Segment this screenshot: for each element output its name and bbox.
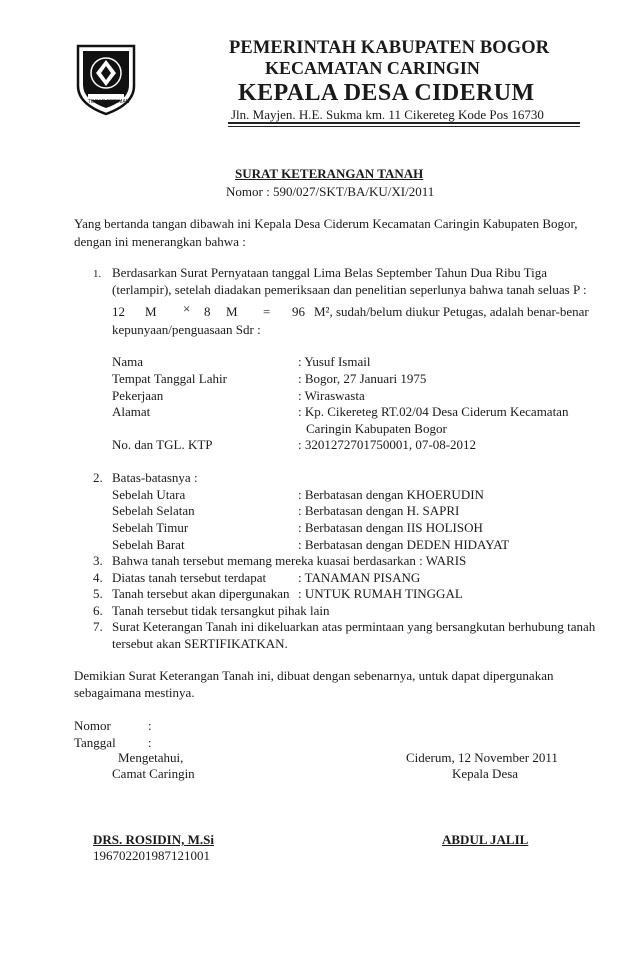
item-1-line-1: Berdasarkan Surat Pernyataan tanggal Lima Belas September Tahun Dua Ribu Tiga (112, 265, 547, 280)
tanggal-label: Tanggal (74, 735, 116, 750)
item-1-line-4: kepunyaan/penguasaan Sdr : (112, 322, 261, 337)
identity-value: : Kp. Cikereteg RT.02/04 Desa Ciderum Kecamatan (298, 404, 569, 419)
header-rule-thin (228, 126, 580, 127)
document-number: Nomor : 590/027/SKT/BA/KU/XI/2011 (226, 184, 435, 199)
item-value: : TANAMAN PISANG (298, 570, 421, 585)
size-equals: = (263, 304, 271, 319)
nomor-label: Nomor (74, 718, 111, 733)
size-unit-1: M (145, 304, 157, 319)
sign-left-nip: 196702201987121001 (93, 848, 210, 863)
item-2-number: 2. (93, 470, 103, 485)
sign-right-title: Kepala Desa (452, 766, 519, 781)
item-value: : UNTUK RUMAH TINGGAL (298, 586, 463, 601)
logo-caption: TEGAR BERIMAN (88, 99, 130, 105)
tanggal-colon: : (148, 735, 152, 750)
sign-left-name: DRS. ROSIDIN, M.Si (93, 832, 214, 847)
identity-value: : 3201272701750001, 07-08-2012 (298, 437, 477, 452)
item-7-line-2: tersebut akan SERTIFIKATKAN. (112, 636, 288, 651)
item-text: Tanah tersebut tidak tersangkut pihak lain (112, 603, 330, 618)
border-label: Sebelah Barat (112, 537, 185, 552)
sign-left-acknowledge: Mengetahui, (118, 750, 184, 765)
identity-label: Nama (112, 354, 144, 369)
closing-line-1: Demikian Surat Keterangan Tanah ini, dibuat dengan sebenarnya, untuk dapat dipergunakan (74, 668, 554, 683)
border-label: Sebelah Utara (112, 487, 186, 502)
size-total: 96 (292, 304, 305, 319)
border-value: : Berbatasan dengan KHOERUDIN (298, 487, 484, 502)
header-village-head: KEPALA DESA CIDERUM (238, 80, 535, 106)
item-number: 3. (93, 553, 103, 568)
item-text: Surat Keterangan Tanah ini dikeluarkan atas permintaan yang bersangkutan berhubung tanah (112, 619, 596, 634)
identity-value: : Yusuf Ismail (298, 354, 371, 369)
item-2-label: Batas-batasnya : (112, 470, 198, 485)
size-width: 12 (112, 304, 125, 319)
size-length: 8 (204, 304, 211, 319)
item-1-line-2: (terlampir), setelah diadakan pemeriksaan dan penelitian seperlunya bahwa tanah seluas P : (112, 282, 587, 297)
border-label: Sebelah Timur (112, 520, 189, 535)
border-value: : Berbatasan dengan DEDEN HIDAYAT (298, 537, 510, 552)
item-text: Diatas tanah tersebut terdapat (112, 570, 267, 585)
sign-right-name: ABDUL JALIL (442, 832, 529, 847)
identity-label: No. dan TGL. KTP (112, 437, 213, 452)
header-address: Jln. Mayjen. H.E. Sukma km. 11 Cikereteg Kode Pos 16730 (231, 107, 544, 122)
document-title: SURAT KETERANGAN TANAH (235, 166, 424, 181)
item-number: 5. (93, 586, 103, 601)
size-times: × (183, 301, 191, 316)
identity-value: Caringin Kabupaten Bogor (306, 421, 447, 436)
item-text: Tanah tersebut akan dipergunakan (112, 586, 290, 601)
border-value: : Berbatasan dengan H. SAPRI (298, 503, 460, 518)
header-government: PEMERINTAH KABUPATEN BOGOR (229, 38, 550, 58)
identity-label: Pekerjaan (112, 388, 164, 403)
item-text: Bahwa tanah tersebut memang mereka kuasai berdasarkan : WARIS (112, 553, 467, 568)
item-number: 6. (93, 603, 103, 618)
border-value: : Berbatasan dengan IIS HOLISOH (298, 520, 483, 535)
intro-line-2: dengan ini menerangkan bahwa : (74, 234, 246, 249)
nomor-colon: : (148, 718, 152, 733)
identity-label: Alamat (112, 404, 151, 419)
size-rest: M², sudah/belum diukur Petugas, adalah benar-benar (314, 304, 589, 319)
sign-right-place-date: Ciderum, 12 November 2011 (406, 750, 558, 765)
item-number: 7. (93, 619, 103, 634)
closing-line-2: sebagaimana mestinya. (74, 685, 195, 700)
identity-value: : Wiraswasta (298, 388, 365, 403)
border-label: Sebelah Selatan (112, 503, 195, 518)
header-rule (228, 122, 580, 124)
intro-line-1: Yang bertanda tangan dibawah ini Kepala Desa Ciderum Kecamatan Caringin Kabupaten Bogor, (74, 216, 578, 231)
identity-value: : Bogor, 27 Januari 1975 (298, 371, 427, 386)
item-1-number: 1. (93, 268, 102, 280)
header-district: KECAMATAN CARINGIN (265, 58, 480, 78)
identity-label: Tempat Tanggal Lahir (112, 371, 227, 386)
size-unit-2: M (226, 304, 238, 319)
item-number: 4. (93, 570, 103, 585)
sign-left-title: Camat Caringin (112, 766, 195, 781)
